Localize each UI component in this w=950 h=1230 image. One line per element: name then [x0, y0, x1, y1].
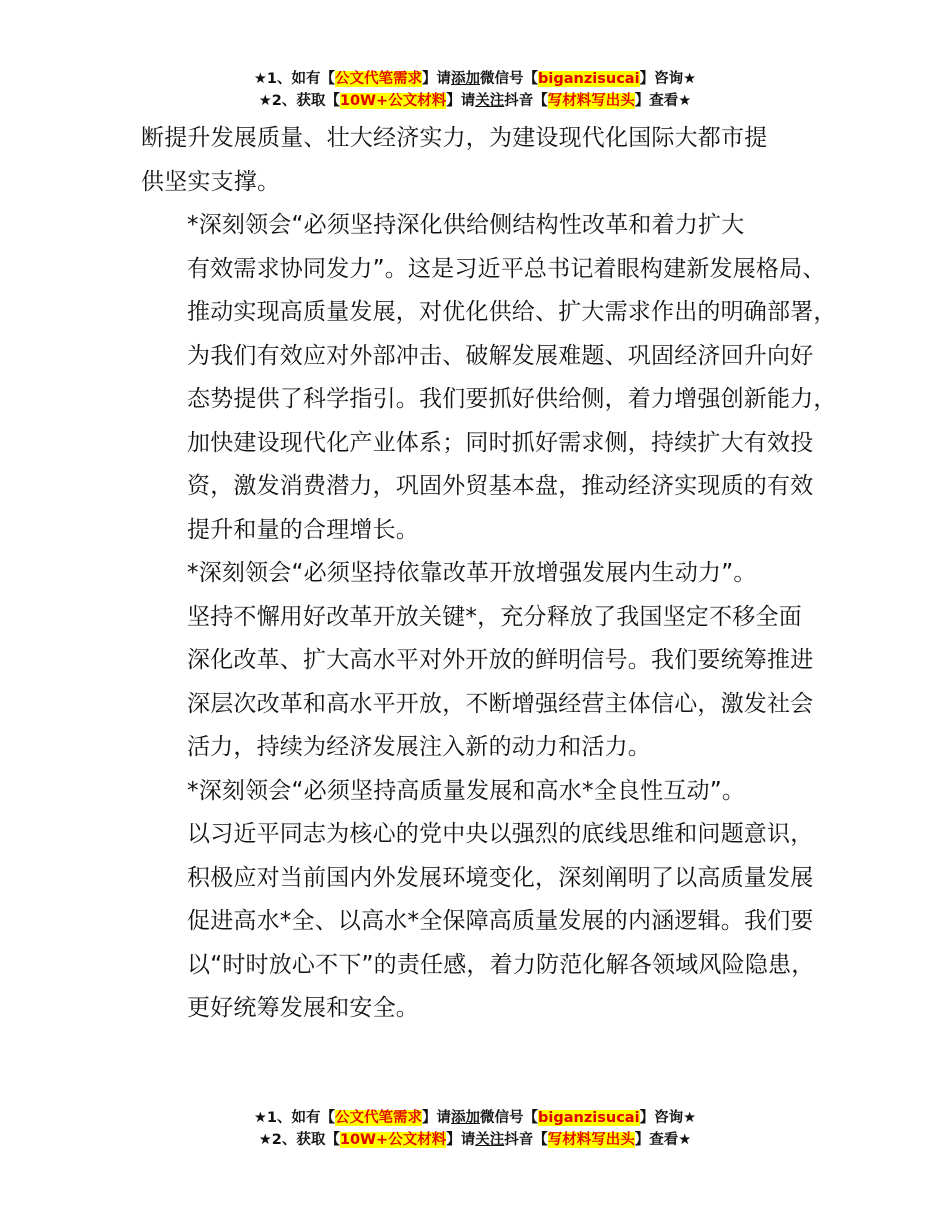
- wechat-id-highlight: biganzisucai: [538, 71, 640, 87]
- promo-line-2: ★2、获取【10W+公文材料】请关注抖音【写材料写出头】查看★: [258, 93, 692, 109]
- paragraph-development-security: *深刻领会“必须坚持高质量发展和高水*全良性互动”。 以习近平同志为核心的党中央以强烈的底线思维和问题意识， 积极应对当前国内外发展环境变化，深刻阐明了以高质量发展 促进高水*全、以高水*全保障高质量发展的内涵逻辑。我们要 以“时时放心不下”的责任感，着力防范化解各领域风险隐患， 更好统筹发展和安全。: [187, 777, 815, 1021]
- promo-highlight: 公文代笔需求: [335, 71, 423, 87]
- footer-promo-banner: [0, 1107, 950, 1151]
- promo-line-1: ★1、如有【公文代笔需求】请添加微信号【biganzisucai】咨询★: [253, 71, 697, 87]
- douyin-id-highlight: 写材料写出头: [547, 93, 635, 109]
- paragraph-continuation: 断提升发展质量、壮大经济实力，为建设现代化国际大都市提 供坚实支撑。: [141, 125, 768, 195]
- promo-highlight: 10W+公文材料: [339, 1132, 447, 1148]
- promo-line-2: ★2、获取【10W+公文材料】请关注抖音【写材料写出头】查看★: [258, 1132, 692, 1148]
- wechat-id-highlight: biganzisucai: [538, 1110, 640, 1126]
- document-body: [141, 117, 841, 1031]
- header-promo-banner: [0, 68, 950, 112]
- paragraph-supply-demand: *深刻领会“必须坚持深化供给侧结构性改革和着力扩大 有效需求协同发力”。这是习近平总书记着眼构建新发展格局、 推动实现高质量发展，对优化供给、扩大需求作出的明确部署， 为我们有效应对外部冲击、破解发展难题、巩固经济回升向好 态势提供了科学指引。我们要抓好供给侧，着力增强创新能力， 加快建设现代化产业体系；同时抓好需求侧，持续扩大有效投 资，激发消费潜力，巩固外贸基本盘，推动经济实现质的有效 提升和量的合理增长。: [187, 212, 837, 543]
- paragraph-reform-opening: *深刻领会“必须坚持依靠改革开放增强发展内生动力”。 坚持不懈用好改革开放关键*，充分释放了我国坚定不移全面 深化改革、扩大高水平对外开放的鲜明信号。我们要统筹推进 深层次改革和高水平开放，不断增强经营主体信心，激发社会 活力，持续为经济发展注入新的动力和活力。: [187, 560, 814, 760]
- promo-line-1: ★1、如有【公文代笔需求】请添加微信号【biganzisucai】咨询★: [253, 1110, 697, 1126]
- douyin-id-highlight: 写材料写出头: [547, 1132, 635, 1148]
- promo-highlight: 公文代笔需求: [335, 1110, 423, 1126]
- promo-highlight: 10W+公文材料: [339, 93, 447, 109]
